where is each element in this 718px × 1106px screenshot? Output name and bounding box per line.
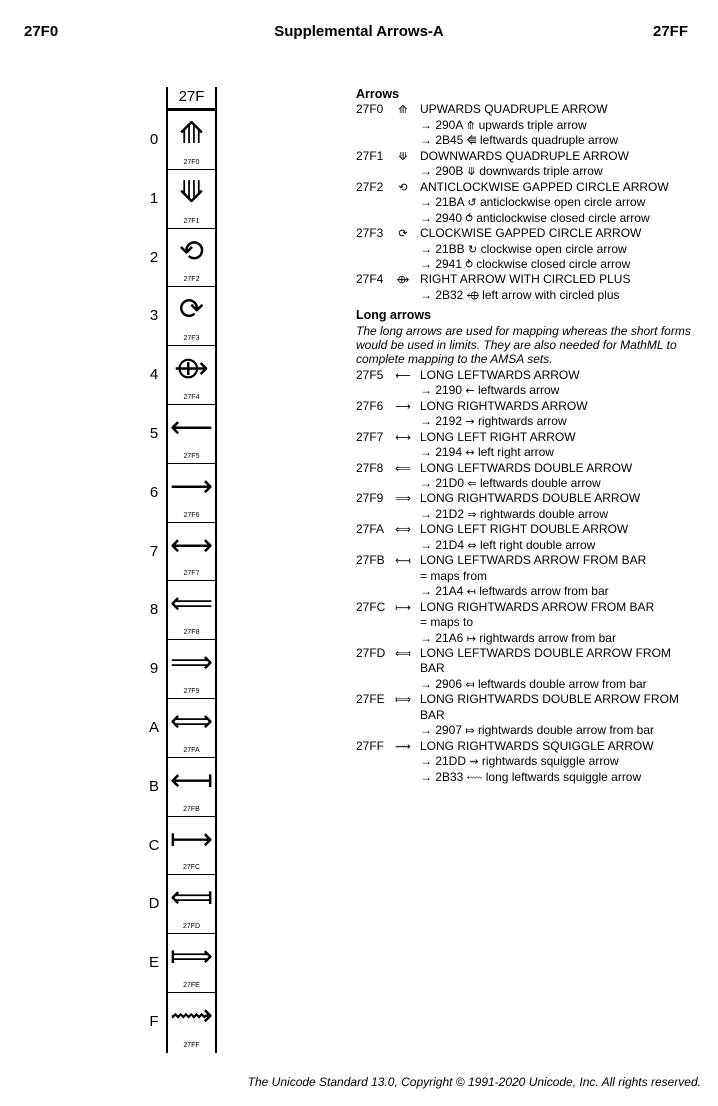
note-ref: → 21D0 — [420, 475, 465, 490]
glyph-27f9: ⟹ — [169, 645, 213, 681]
entry-glyph: ⟴ — [396, 273, 410, 287]
note-ref: → 2907 — [420, 723, 463, 738]
note-ref: → 21A4 — [420, 584, 464, 599]
entry-code: 27F7 — [356, 429, 384, 444]
grid-cell — [168, 229, 215, 288]
entry-name: CLOCKWISE GAPPED CIRCLE ARROW — [420, 226, 642, 241]
note-desc: rightwards arrow from bar — [479, 630, 616, 645]
entry-name: DOWNWARDS QUADRUPLE ARROW — [420, 148, 629, 163]
entry-code: 27F3 — [356, 226, 384, 241]
grid-column-header: 27F — [168, 87, 215, 111]
note-ref: → 21BA — [420, 195, 465, 210]
list-entry — [356, 461, 696, 476]
note-desc: rightwards arrow — [477, 414, 567, 429]
note-glyph: ⭅ — [466, 134, 477, 148]
entry-glyph: ⟸ — [395, 461, 411, 475]
grid-cell — [168, 934, 215, 993]
entry-name: RIGHT ARROW WITH CIRCLED PLUS — [420, 272, 631, 287]
cell-code: 27F2 — [183, 276, 200, 284]
note-ref: = maps from — [420, 568, 488, 583]
list-entry — [356, 430, 696, 445]
glyph-27f2: ⟲ — [178, 233, 205, 269]
entry-code: 27F0 — [356, 102, 384, 117]
note-desc: leftwards quadruple arrow — [479, 133, 619, 148]
entry-glyph: ⟿ — [395, 739, 411, 753]
row-label: D — [148, 895, 160, 913]
entry-glyph: ⟶ — [395, 399, 411, 413]
list-entry — [356, 180, 696, 195]
cell-code: 27F3 — [183, 335, 200, 343]
cell-code: 27FB — [183, 805, 200, 813]
note-desc: long leftwards squiggle arrow — [485, 769, 642, 784]
entry-name: LONG LEFTWARDS ARROW FROM BAR — [420, 553, 647, 568]
code-chart-grid — [166, 87, 217, 1053]
entry-code: 27F9 — [356, 491, 384, 506]
row-label: A — [148, 719, 159, 736]
grid-cell — [168, 875, 215, 934]
cross-reference — [356, 723, 696, 738]
grid-cell — [168, 640, 215, 699]
cross-reference — [356, 414, 696, 429]
note-glyph: ↔ — [465, 446, 475, 460]
cross-reference — [356, 538, 696, 553]
entry-code: 27FF — [356, 738, 385, 753]
note-ref: → 21DD — [420, 754, 467, 769]
list-entry — [356, 399, 696, 414]
cross-reference — [356, 257, 696, 272]
note-desc: rightwards double arrow — [479, 506, 608, 521]
note-desc: rightwards double arrow from bar — [477, 723, 655, 738]
note-ref: = maps to — [420, 615, 474, 630]
entry-glyph: ⟾ — [395, 693, 411, 707]
cell-code: 27F9 — [183, 687, 200, 695]
grid-cell — [168, 523, 215, 582]
list-entry — [356, 272, 696, 287]
glyph-27f3: ⟳ — [178, 292, 205, 328]
cell-code: 27F1 — [183, 217, 200, 225]
glyph-27fc: ⟼ — [169, 821, 213, 857]
grid-cell — [168, 993, 215, 1052]
entry-code: 27FD — [356, 645, 386, 660]
note-glyph: → — [465, 415, 475, 429]
note-desc: left arrow with circled plus — [482, 287, 620, 302]
note-glyph: ⤋ — [466, 165, 476, 179]
entry-glyph: ⟰ — [398, 103, 408, 117]
row-label: 4 — [149, 366, 159, 384]
note-ref: → 290B — [420, 164, 464, 179]
row-label: 8 — [149, 601, 159, 619]
grid-cell — [168, 170, 215, 229]
note-ref: → 2941 — [420, 256, 463, 271]
names-list — [356, 87, 696, 785]
glyph-27fe: ⟾ — [169, 939, 213, 975]
note-glyph: ↺ — [467, 196, 477, 210]
grid-cell — [168, 405, 215, 464]
grid-cell — [168, 817, 215, 876]
cross-reference — [356, 584, 696, 599]
entry-glyph: ⟽ — [395, 646, 411, 660]
section-heading: Arrows — [356, 87, 400, 101]
row-label: C — [148, 836, 160, 854]
cross-reference — [356, 631, 696, 646]
entry-code: 27FE — [356, 692, 385, 707]
note-glyph: ↤ — [466, 585, 476, 599]
cross-reference — [356, 770, 696, 785]
glyph-27fb: ⟻ — [169, 762, 213, 798]
row-label: 6 — [149, 483, 159, 501]
note-ref: → 2192 — [420, 414, 463, 429]
note-desc: clockwise closed circle arrow — [476, 256, 631, 271]
grid-cell — [168, 699, 215, 758]
note-ref: → 2B32 — [420, 287, 464, 302]
list-entry — [356, 600, 696, 615]
list-entry — [356, 692, 696, 723]
note-desc: anticlockwise closed circle arrow — [476, 210, 650, 225]
glyph-27f5: ⟵ — [169, 409, 213, 445]
note-desc: anticlockwise open circle arrow — [479, 195, 646, 210]
entry-glyph: ⟳ — [398, 227, 408, 241]
glyph-27f8: ⟸ — [169, 586, 213, 622]
glyph-27fd: ⟽ — [169, 880, 213, 916]
cell-code: 27FD — [182, 923, 201, 931]
cell-code: 27FC — [182, 864, 201, 872]
entry-code: 27F4 — [356, 272, 384, 287]
cross-reference — [356, 118, 696, 133]
grid-cell — [168, 581, 215, 640]
entry-glyph: ⟱ — [398, 149, 408, 163]
page-title: Supplemental Arrows-A — [274, 23, 444, 40]
cell-code: 27FA — [183, 746, 200, 754]
entry-code: 27F5 — [356, 367, 384, 382]
entry-code: 27FC — [356, 599, 386, 614]
note-ref: → 21D2 — [420, 506, 465, 521]
cross-reference — [356, 242, 696, 257]
note-ref: → 2194 — [420, 445, 463, 460]
row-label: 2 — [149, 248, 159, 266]
note-desc: downwards triple arrow — [479, 164, 603, 179]
grid-cell — [168, 111, 215, 170]
cell-code: 27FE — [183, 981, 200, 989]
note-ref: → 2B33 — [420, 769, 464, 784]
list-entry — [356, 522, 696, 537]
grid-cell — [168, 346, 215, 405]
cell-code: 27F7 — [183, 570, 200, 578]
section-heading: Long arrows — [356, 308, 432, 323]
cell-code: 27F6 — [183, 511, 200, 519]
note-ref: → 2190 — [420, 383, 463, 398]
entry-name: LONG RIGHTWARDS DOUBLE ARROW — [420, 491, 641, 506]
cell-code: 27F0 — [183, 158, 200, 166]
note-glyph: ⤊ — [466, 118, 476, 132]
section-intro: The long arrows are used for mapping whereas the short forms would be used in limits. They are also needed for MathML to complete mapping to the AMSA sets. — [356, 323, 691, 366]
entry-code: 27F8 — [356, 460, 384, 475]
note-ref: → 21BB — [420, 241, 465, 256]
cross-reference — [356, 133, 696, 148]
note-glyph: ⤇ — [465, 724, 475, 738]
entry-glyph: ⟺ — [395, 523, 411, 537]
entry-name: LONG RIGHTWARDS DOUBLE ARROW FROM BAR — [420, 692, 679, 722]
entry-code: 27FB — [356, 553, 385, 568]
footer-copyright: The Unicode Standard 13.0, Copyright © 1991-2020 Unicode, Inc. All rights reserved. — [247, 1075, 701, 1089]
entry-name: ANTICLOCKWISE GAPPED CIRCLE ARROW — [420, 179, 669, 194]
list-entry — [356, 739, 696, 754]
cell-code: 27F4 — [183, 393, 200, 401]
note-glyph: ↦ — [466, 631, 476, 645]
entry-glyph: ⟻ — [395, 554, 411, 568]
entry-name: LONG RIGHTWARDS ARROW — [420, 398, 588, 413]
entry-glyph: ⟼ — [395, 600, 411, 614]
header-range-end: 27FF — [652, 23, 688, 40]
row-label: 0 — [149, 131, 159, 148]
cell-code: 27F5 — [183, 452, 200, 460]
list-entry — [356, 491, 696, 506]
note-desc: clockwise open circle arrow — [480, 241, 627, 256]
note-glyph: ⤆ — [465, 677, 475, 691]
row-label: B — [148, 777, 159, 795]
note-ref: → 2940 — [420, 210, 463, 225]
entry-code: 27F2 — [356, 179, 384, 194]
note-ref: → 2B45 — [420, 133, 464, 148]
cross-reference — [356, 507, 696, 522]
alias-note — [356, 615, 696, 630]
grid-cell — [168, 287, 215, 346]
entry-name: LONG LEFTWARDS DOUBLE ARROW — [420, 460, 633, 475]
glyph-27f6: ⟶ — [169, 468, 213, 504]
glyph-27f1: ⟱ — [178, 174, 205, 210]
cross-reference — [356, 383, 696, 398]
note-ref: → 290A — [420, 117, 463, 132]
entry-glyph: ⟹ — [395, 492, 411, 506]
note-desc: left right double arrow — [479, 537, 596, 552]
note-glyph: ⥀ — [465, 211, 473, 225]
cross-reference — [356, 211, 696, 226]
entry-name: LONG LEFTWARDS DOUBLE ARROW FROM BAR — [420, 645, 671, 676]
note-desc: leftwards arrow from bar — [479, 584, 609, 599]
note-glyph: ⇐ — [467, 476, 477, 490]
entry-glyph: ⟷ — [395, 430, 411, 444]
cross-reference — [356, 754, 696, 769]
note-desc: rightwards squiggle arrow — [481, 754, 619, 769]
note-glyph: ⬲ — [466, 288, 479, 302]
row-label: 1 — [149, 189, 159, 207]
list-entry — [356, 149, 696, 164]
note-desc: leftwards double arrow — [479, 475, 601, 490]
cross-reference — [356, 195, 696, 210]
glyph-27ff: ⟿ — [169, 997, 213, 1033]
note-desc: upwards triple arrow — [478, 117, 587, 132]
note-glyph: ← — [465, 384, 475, 398]
row-label: 5 — [149, 425, 159, 442]
entry-name: LONG RIGHTWARDS ARROW FROM BAR — [420, 599, 655, 614]
alias-note — [356, 569, 696, 584]
cross-reference — [356, 445, 696, 460]
row-label: F — [149, 1013, 159, 1030]
glyph-27fa: ⟺ — [169, 703, 213, 739]
entry-glyph: ⟵ — [395, 368, 411, 382]
grid-cell — [168, 758, 215, 817]
entry-name: UPWARDS QUADRUPLE ARROW — [420, 102, 608, 117]
cross-reference — [356, 288, 696, 303]
note-desc: leftwards double arrow from bar — [477, 676, 647, 691]
entry-code: 27F1 — [356, 148, 384, 163]
entry-glyph: ⟲ — [398, 180, 408, 194]
row-label: 9 — [149, 660, 159, 678]
list-entry — [356, 226, 696, 241]
note-glyph: ⥁ — [465, 257, 473, 271]
list-entry — [356, 646, 696, 677]
entry-name: LONG LEFT RIGHT ARROW — [420, 429, 576, 444]
note-glyph: ↻ — [468, 242, 478, 256]
note-ref: → 21A6 — [420, 630, 464, 645]
note-ref: → 21D4 — [420, 537, 465, 552]
grid-cell — [168, 464, 215, 523]
glyph-27f0: ⟰ — [178, 116, 205, 151]
list-entry — [356, 553, 696, 568]
row-label: 3 — [149, 307, 159, 325]
glyph-27f7: ⟷ — [169, 527, 213, 563]
note-desc: leftwards arrow — [477, 383, 560, 398]
note-desc: left right arrow — [477, 445, 554, 460]
entry-name: LONG LEFTWARDS ARROW — [420, 367, 580, 382]
cross-reference — [356, 164, 696, 179]
entry-name: LONG LEFT RIGHT DOUBLE ARROW — [420, 522, 629, 537]
cross-reference — [356, 677, 696, 692]
list-entry — [356, 102, 696, 117]
note-glyph: ⇒ — [467, 507, 477, 521]
row-label: 7 — [149, 542, 159, 560]
entry-name: LONG RIGHTWARDS SQUIGGLE ARROW — [420, 738, 654, 753]
cell-code: 27FF — [183, 1041, 200, 1049]
note-glyph: ⇔ — [467, 538, 477, 552]
glyph-27f4: ⟴ — [174, 351, 209, 387]
header-range-start: 27F0 — [24, 23, 59, 40]
entry-code: 27F6 — [356, 398, 384, 413]
cell-code: 27F8 — [183, 629, 200, 637]
row-label: E — [148, 954, 159, 972]
note-ref: → 2906 — [420, 676, 463, 691]
note-glyph: ⇝ — [469, 755, 479, 769]
note-glyph: ⬳ — [466, 770, 483, 784]
entry-code: 27FA — [356, 522, 385, 537]
cross-reference — [356, 476, 696, 491]
list-entry — [356, 368, 696, 383]
